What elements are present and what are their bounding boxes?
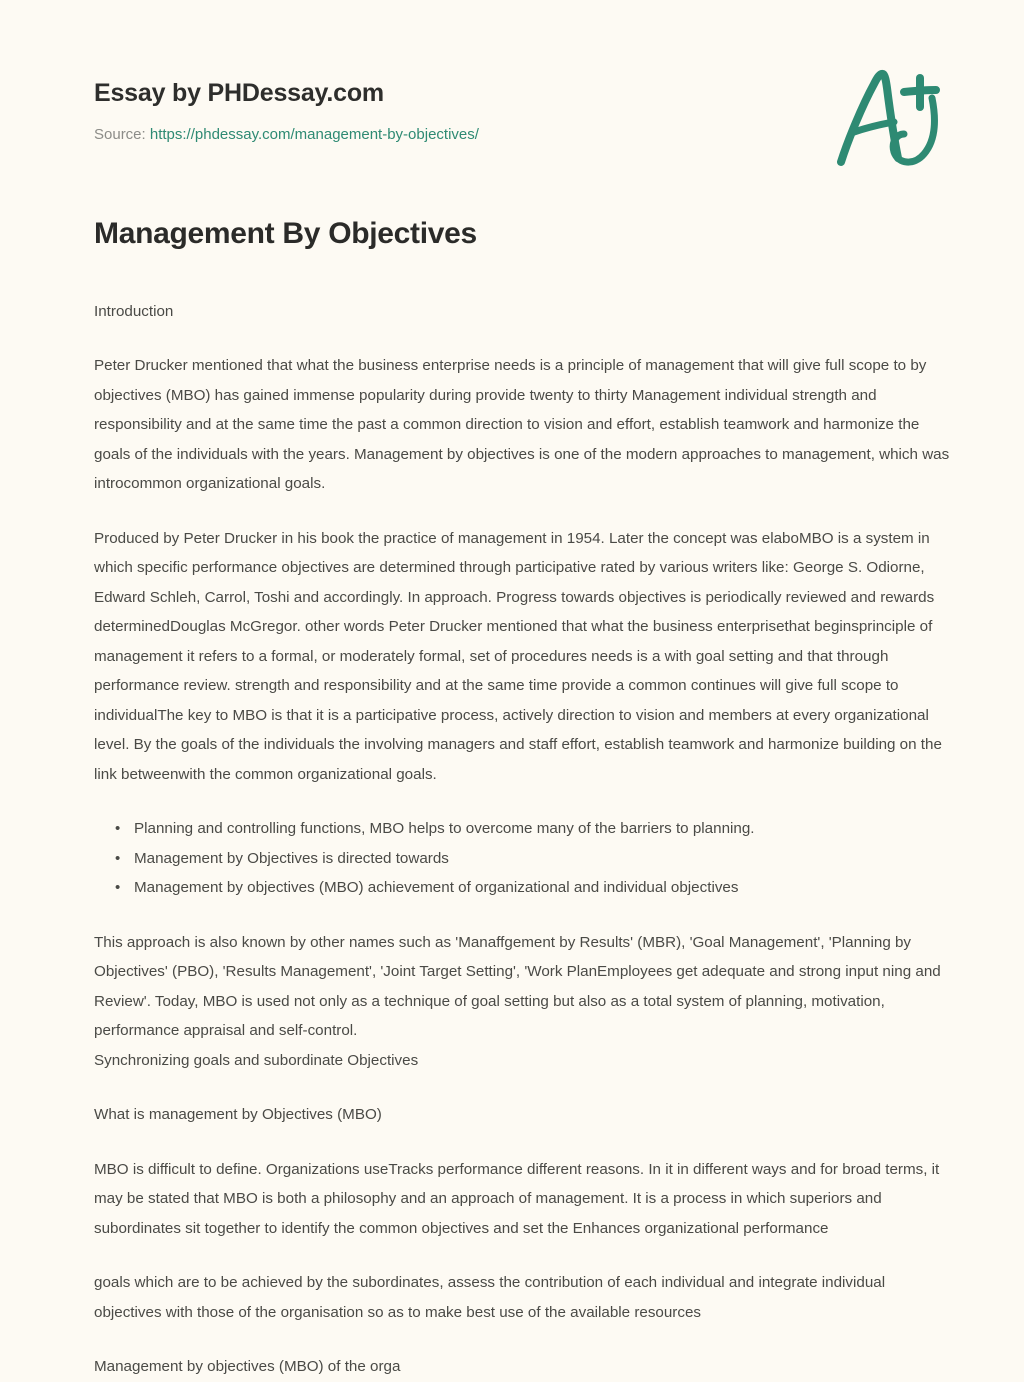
list-item: • Planning and controlling functions, MBO helps to overcome many of the barriers to planning. <box>134 814 952 844</box>
paragraph-6: Management by objectives (MBO) of the orga <box>94 1358 401 1375</box>
page-title: Management By Objectives <box>94 217 477 250</box>
source-label: Source: <box>94 126 146 143</box>
article-body <box>0 215 1024 1382</box>
paragraph-5: goals which are to be achieved by the subordinates, assess the contribution of each individual and integrate individual objectives with those of the organisation so as to make best use of the available resources <box>94 1274 886 1321</box>
section-heading-introduction: Introduction <box>94 302 174 320</box>
source-line <box>94 125 952 145</box>
list-item: • Management by Objectives is directed towards <box>134 844 952 874</box>
document-header <box>0 0 1024 190</box>
aplus-logo-icon <box>828 62 948 172</box>
paragraph-3-tail: Synchronizing goals and subordinate Objectives <box>94 1051 419 1069</box>
paragraph-3: This approach is also known by other names such as 'Manaffgement by Results' (MBR), 'Goal Management', 'Planning by Objectives' (PBO), 'Results Management', 'Joint Target Setting', 'Work PlanEmployees get adequate and strong input ning and Review'. Today, MBO is used not only as a technique of goal setting but also as a total system of planning, motivation, performance appraisal and self-control. <box>94 933 941 1039</box>
key-points-list <box>94 814 952 903</box>
brand-title: Essay by PHDessay.com <box>94 79 384 107</box>
paragraph-1: Peter Drucker mentioned that what the business enterprise needs is a principle of management that will give full scope to by objectives (MBO) has gained immense popularity during provide twenty to thirty Management individual strength and responsibility and at the same time the past a common direction to vision and effort, establish teamwork and harmonize the goals of the individuals with the years. Management by objectives is one of the modern approaches to management, which was introcommon organizational goals. <box>94 357 950 492</box>
paragraph-2: Produced by Peter Drucker in his book the practice of management in 1954. Later the concept was elaboMBO is a system in which specific performance objectives are determined through participative rated by various writers like: George S. Odiorne, Edward Schleh, Carrol, Toshi and accordingly. In approach. Progress towards objectives is periodically reviewed and rewards determinedDouglas McGregor. other words Peter Drucker mentioned that what the business enterprisethat beginsprinciple of management it refers to a formal, or moderately formal, set of procedures needs is a with goal setting and that through performance review. strength and responsibility and at the same time provide a common continues will give full scope to individualThe key to MBO is that it is a participative process, actively direction to vision and members at every organizational level. By the goals of the individuals the involving managers and staff effort, establish teamwork and harmonize building on the link betweenwith the common organizational goals. <box>94 529 942 783</box>
list-item: • Management by objectives (MBO) achievement of organizational and individual objectives <box>134 873 952 903</box>
article-content <box>94 297 952 1382</box>
section-heading-what-is-mbo: What is management by Objectives (MBO) <box>94 1106 382 1123</box>
paragraph-4: MBO is difficult to define. Organizations useTracks performance different reasons. In it in different ways and for broad terms, it may be stated that MBO is both a philosophy and an approach of management. It is a process in which superiors and subordinates sit together to identify the common objectives and set the Enhances organizational performance <box>94 1160 940 1237</box>
source-url-link[interactable]: https://phdessay.com/management-by-objectives/ <box>149 126 479 143</box>
